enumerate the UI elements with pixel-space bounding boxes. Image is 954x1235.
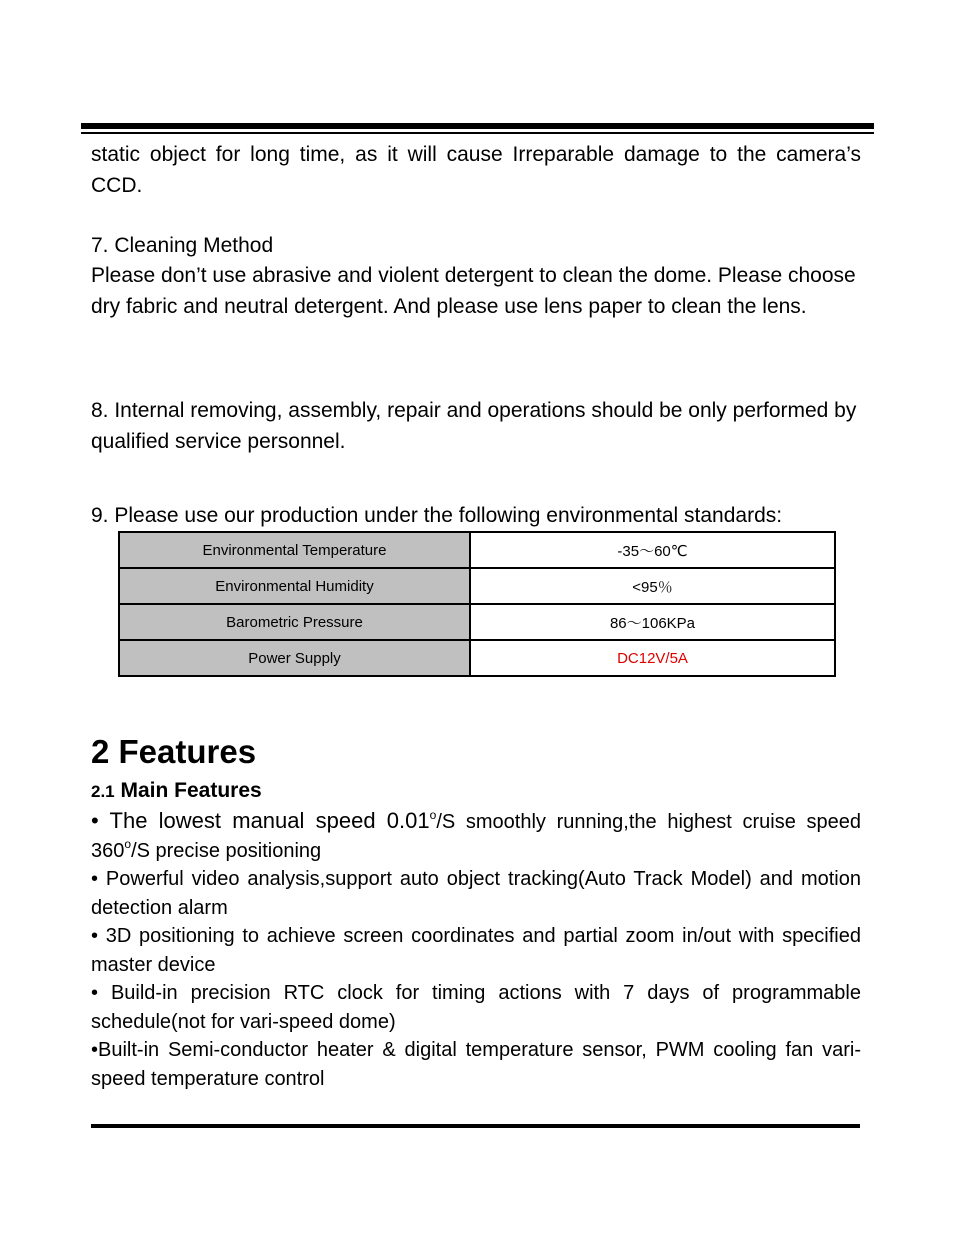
table-value-cell: <95％ — [470, 568, 835, 604]
table-value-cell: 86～106KPa — [470, 604, 835, 640]
header-rule-thick — [81, 123, 874, 129]
table-row — [119, 604, 835, 640]
table-value-cell: -35～60℃ — [470, 532, 835, 568]
environment-standards-table — [118, 531, 836, 677]
feature-text: /S precise positioning — [131, 839, 322, 862]
feature-item-3d-positioning: • 3D positioning to achieve screen coordinates and partial zoom in/out with specified master device — [91, 925, 861, 976]
feature-item-rtc-clock: • Build-in precision RTC clock for timing actions with 7 days of programmable schedule(not for vari-speed dome) — [91, 982, 861, 1033]
header-rule-thin — [81, 132, 874, 134]
environment-intro: 9. Please use our production under the following environmental standards: — [91, 504, 783, 527]
cleaning-method-body: Please don’t use abrasive and violent detergent to clean the dome. Please choose dry fabric and neutral detergent. And please use lens paper to clean the lens. — [91, 264, 856, 318]
table-row — [119, 532, 835, 568]
subheading-number: 2.1 — [91, 782, 115, 801]
cleaning-method-heading: 7. Cleaning Method — [91, 234, 274, 257]
table-label-cell: Environmental Temperature — [119, 532, 470, 568]
table-row — [119, 640, 835, 676]
table-row — [119, 568, 835, 604]
subheading-text: Main Features — [120, 779, 262, 802]
feature-text: • The lowest manual speed 0.01 — [91, 808, 430, 833]
feature-item-heater: •Built-in Semi-conductor heater & digital temperature sensor, PWM cooling fan vari-speed temperature control — [91, 1039, 861, 1090]
feature-item-speed — [91, 807, 861, 865]
internal-service-note: 8. Internal removing, assembly, repair and operations should be only performed by qualified service personnel. — [91, 399, 857, 453]
table-label-cell: Power Supply — [119, 640, 470, 676]
degree-mark: o — [124, 836, 132, 851]
feature-item-video-analysis: • Powerful video analysis,support auto object tracking(Auto Track Model) and motion detection alarm — [91, 868, 861, 919]
main-features-heading — [91, 776, 262, 807]
features-heading: 2 Features — [91, 733, 257, 770]
static-object-warning: static object for long time, as it will cause Irreparable damage to the camera’s CCD. — [91, 143, 861, 197]
footer-rule — [91, 1124, 860, 1128]
degree-mark: o — [429, 808, 437, 822]
feature-text: /S smoothly running,the highest cruise speed 360 — [91, 811, 861, 862]
table-label-cell: Barometric Pressure — [119, 604, 470, 640]
table-label-cell: Environmental Humidity — [119, 568, 470, 604]
power-supply-value: DC12V/5A — [470, 640, 835, 676]
